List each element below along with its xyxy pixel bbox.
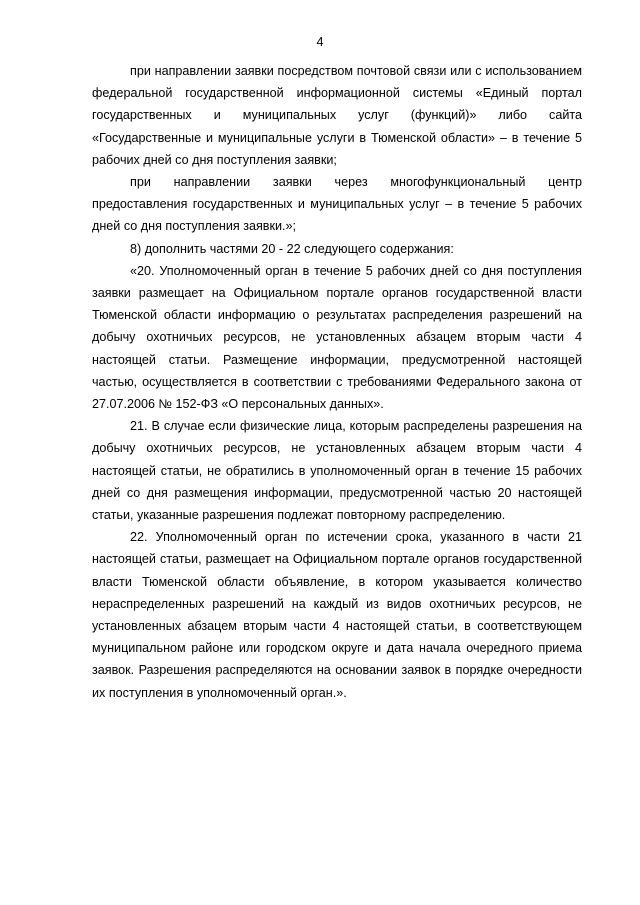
- page-number: 4: [316, 35, 324, 49]
- paragraph-mfc-submission: при направлении заявки через многофункциональный центр предоставления государственных и муниципальных услуг – в течение 5 рабочих дней со дня поступления заявки.»;: [92, 175, 582, 234]
- document-body: [92, 60, 582, 704]
- paragraph-part-20: «20. Уполномоченный орган в течение 5 рабочих дней со дня поступления заявки размещает на Официальном портале органов государственной власти Тюменской области информацию о результатах распределения разрешений на добычу охотничьих ресурсов, не установленных абзацем вторым части 4 настоящей статьи. Размещение информации, предусмотренной настоящей частью, осуществляется в соответствии с требованиями Федерального закона от 27.07.2006 № 152-ФЗ «О персональных данных».: [92, 263, 582, 412]
- paragraph-postal-submission: при направлении заявки посредством почтовой связи или с использованием федеральной государственной информационной системы «Единый портал государственных и муниципальных услуг (функций)» либо сайта «Государственные и муниципальные услуги в Тюменской области» – в течение 5 рабочих дней со дня поступления заявки;: [92, 64, 582, 167]
- paragraph-part-22: 22. Уполномоченный орган по истечении срока, указанного в части 21 настоящей статьи, размещает на Официальном портале органов государственной власти Тюменской области объявление, в котором указывается количество нераспределенных разрешений на каждый из видов охотничьих ресурсов, не установленных абзацем вторым части 4 настоящей статьи, в соответствующем муниципальном районе или городском округе и дата начала очередного приема заявок. Разрешения распределяются на основании заявок в порядке очередности их поступления в уполномоченный орган.».: [92, 530, 582, 700]
- paragraph-part-21: 21. В случае если физические лица, которым распределены разрешения на добычу охотничьих ресурсов, не установленных абзацем вторым части 4 настоящей статьи, не обратились в уполномоченный орган в течение 15 рабочих дней со дня размещения информации, предусмотренной частью 20 настоящей статьи, указанные разрешения подлежат повторному распределению.: [92, 419, 582, 523]
- paragraph-amendment-8: 8) дополнить частями 20 - 22 следующего содержания:: [130, 241, 454, 256]
